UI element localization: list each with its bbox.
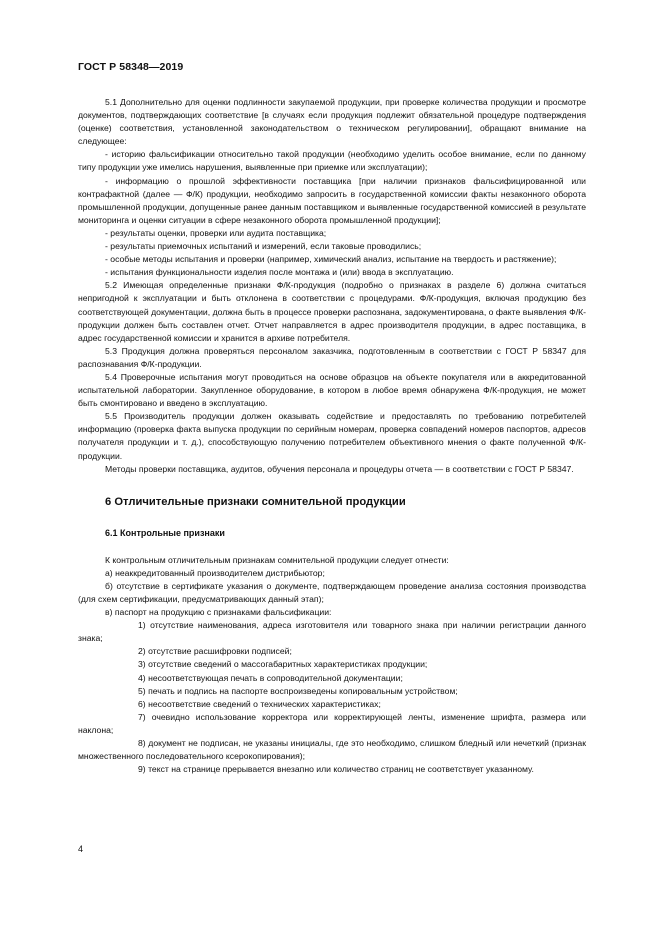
sublist-item: 4) несоответствующая печать в сопроводительной документации; [138, 672, 403, 683]
list-item: - результаты оценки, проверки или аудита поставщика; [105, 227, 327, 238]
list-item: - результаты приемочных испытаний и измерений, если таковые проводились; [105, 241, 422, 252]
paragraph-5-4: 5.4 Проверочные испытания могут проводиться на основе образцов на объекте покупателя или в аккредитованной испытательной лаборатории. Закупленное оборудование, в котором в любое время обнаружена Ф/К-продукция, не может быть смонтировано и введено в эксплуатацию. [78, 371, 586, 409]
section-6-1-heading: 6.1 Контрольные признаки [105, 527, 225, 538]
section-6-heading: 6 Отличительные признаки сомнительной продукции [105, 495, 406, 508]
sublist-item: 7) очевидно использование корректора или корректирующей ленты, изменение шрифта, размера или наклона; [78, 711, 586, 735]
section-6-intro: К контрольным отличительным признакам сомнительной продукции следует отнести: [105, 554, 449, 565]
sublist-item: 2) отсутствие расшифровки подписей; [138, 646, 292, 657]
list-item-c: в) паспорт на продукцию с признаками фальсификации: [105, 607, 332, 618]
page-number: 4 [78, 844, 84, 854]
sublist-item: 6) несоответствие сведений о технических характеристиках; [138, 698, 381, 709]
paragraph-5-1: 5.1 Дополнительно для оценки подлинности закупаемой продукции, при проверке количества продукции и просмотре документов, подтверждающих соответствие [в случаях если продукция подлежит обязательной процедуре подтверждения (оценке) соответствия, установленной законодательством о техническом регулировании], обращают внимание на следующее: [78, 97, 586, 147]
sublist-item: 5) печать и подпись на паспорте воспроизведены копировальным устройством; [138, 685, 458, 696]
sublist-item: 8) документ не подписан, не указаны инициалы, где это необходимо, слишком бледный или нечеткий (признак множественного последовательного ксерокопирования); [78, 738, 586, 762]
list-item: - особые методы испытания и проверки (например, химический анализ, испытание на твердость и растяжение); [105, 254, 557, 265]
sublist-item: 9) текст на странице прерывается внезапно или количество страниц не соответствует указанному. [138, 764, 534, 775]
paragraph-5-2: 5.2 Имеющая определенные признаки Ф/К-продукция (подробно о признаках в разделе 6) должна считаться непригодной к эксплуатации и быть отклонена в соответствии с процедурами. Ф/К-продукция, включая продукцию без соответствующей документации, должна быть в процессе проверки распознана, задокументирована, о факте выявления Ф/К-продукции должен быть составлен отчет. Отчет направляется в адрес производителя продукции, в адрес поставщика, в адрес государственной комиссии и хранится в архиве потребителя. [78, 280, 586, 343]
list-item-b: б) отсутствие в сертификате указания о документе, подтверждающем проведение анализа состояния производства (для схем сертификации, предусматривающих данный этап); [78, 580, 586, 604]
document-header: ГОСТ Р 58348—2019 [78, 61, 184, 73]
sublist-item: 1) отсутствие наименования, адреса изготовителя или товарного знака при наличии регистрации данного знака; [78, 620, 586, 644]
sublist-item: 3) отсутствие сведений о массогабаритных характеристиках продукции; [138, 659, 428, 670]
list-item-a: а) неаккредитованный производителем дистрибьютор; [105, 567, 325, 578]
document-body [78, 96, 586, 776]
list-item: - испытания функциональности изделия после монтажа и (или) ввода в эксплуатацию. [105, 267, 454, 278]
paragraph-methods: Методы проверки поставщика, аудитов, обучения персонала и процедуры отчета — в соответствии с ГОСТ Р 58347. [105, 463, 574, 474]
list-item: - историю фальсификации относительно такой продукции (необходимо уделить особое внимание, если по данному типу продукции уже имелись нарушения, выявленные при приемке или эксплуатации); [78, 149, 586, 173]
paragraph-5-5: 5.5 Производитель продукции должен оказывать содействие и предоставлять по требованию потребителей информацию (проверка факта выпуска продукции по серийным номерам, проверка совпадений номеров паспортов, адресов получателя продукции и т. д.), способствующую получению потребителем объективного мнения о факте полученной Ф/К-продукции. [78, 411, 586, 461]
paragraph-5-3: 5.3 Продукция должна проверяться персоналом заказчика, подготовленным в соответствии с ГОСТ Р 58347 для распознавания Ф/К-продукции. [78, 345, 586, 369]
list-item: - информацию о прошлой эффективности поставщика [при наличии признаков фальсифицированной или контрафактной (далее — Ф/К) продукции, необходимо запросить в государственной комиссии факты незаконного оборота промышленной продукции, допущенные ранее данным поставщиком и выявленные государственной комиссией в результате мониторинга и оценки ситуации в сфере незаконного оборота промышленной продукции]; [78, 175, 586, 225]
